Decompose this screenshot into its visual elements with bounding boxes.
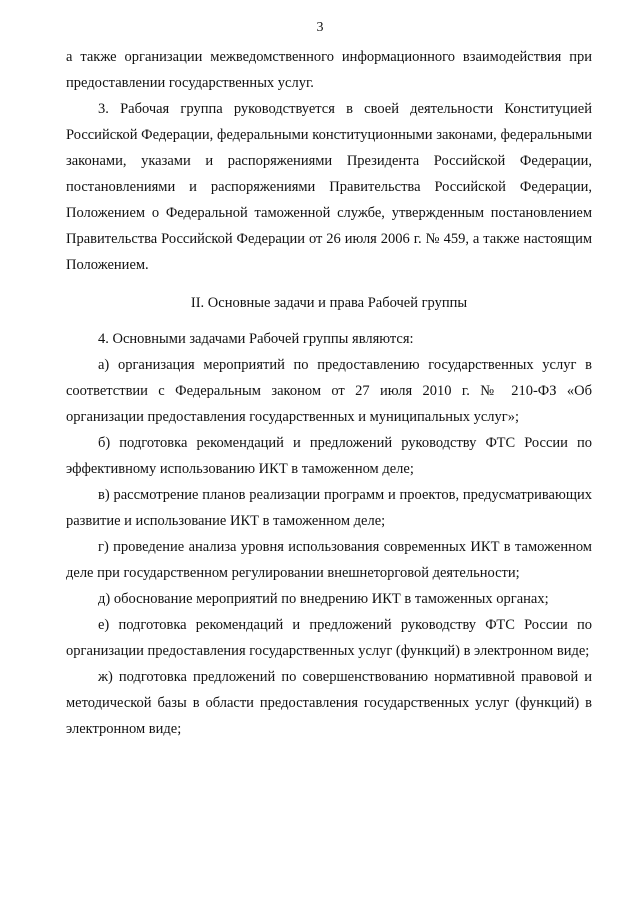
task-item-g: г) проведение анализа уровня использования современных ИКТ в таможенном деле при государственном регулировании внешнеторговой деятельности;: [66, 539, 592, 581]
task-item-e: е) подготовка рекомендаций и предложений руководству ФТС России по организации предоставления государственных услуг (функций) в электронном виде;: [66, 617, 592, 659]
task-item-a: а) организация мероприятий по предоставлению государственных услуг в соответствии с Федеральным законом от 27 июля 2010 г. № 210-ФЗ «Об организации предоставления государственных и муниципальных услуг»;: [66, 357, 592, 425]
page-number: 3: [316, 20, 324, 35]
task-item-d: д) обоснование мероприятий по внедрению ИКТ в таможенных органах;: [98, 591, 549, 607]
task-item-b: б) подготовка рекомендаций и предложений руководству ФТС России по эффективному использованию ИКТ в таможенном деле;: [66, 435, 592, 477]
paragraph-item-3: 3. Рабочая группа руководствуется в своей деятельности Конституцией Российской Федерации, федеральными конституционными законами, федеральными законами, указами и распоряжениями Президента Российской Федерации, постановлениями и распоряжениями Правительства Российской Федерации, Положением о Федеральной таможенной службе, утвержденным постановлением Правительства Российской Федерации от 26 июля 2006 г. № 459, а также настоящим Положением.: [66, 101, 592, 273]
document-body: [66, 44, 592, 742]
task-item-zh: ж) подготовка предложений по совершенствованию нормативной правовой и методической базы в области предоставления государственных услуг (функций) в электронном виде;: [66, 669, 592, 737]
section-heading: II. Основные задачи и права Рабочей группы: [190, 295, 468, 311]
task-item-v: в) рассмотрение планов реализации программ и проектов, предусматривающих развитие и использование ИКТ в таможенном деле;: [66, 487, 592, 529]
paragraph-continuation: а также организации межведомственного информационного взаимодействия при предоставлении государственных услуг.: [66, 49, 592, 91]
tasks-intro: 4. Основными задачами Рабочей группы являются:: [98, 331, 414, 347]
